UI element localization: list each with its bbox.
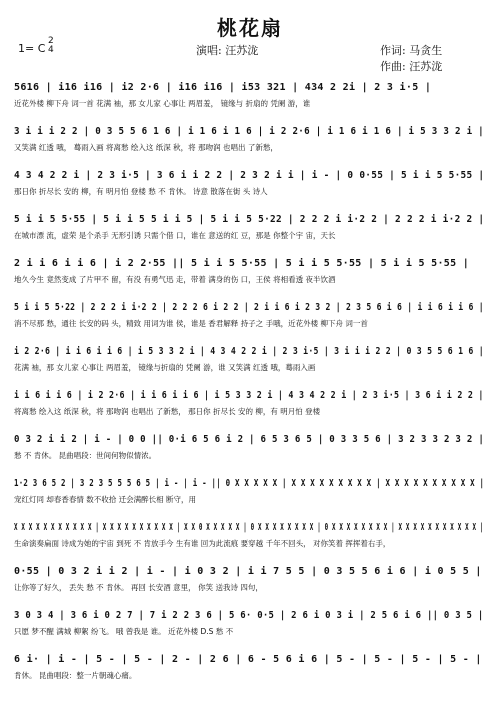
notation-line: i 2 2·6 | i i 6 i i 6 | i 5 3 3 2 i | 4 3 4 2 2 i | 2 3 i·5 | 3 i i i 2 2 | 0 3 5 5 6 1 6 | bbox=[14, 346, 484, 357]
meter-top: 2 bbox=[48, 36, 54, 46]
lyric-line: 肯休。 昆曲唱段：整一片朝魂心痛。 bbox=[14, 671, 137, 680]
lyricist-credit: 作词: 马贪生 bbox=[380, 44, 443, 57]
score-system bbox=[14, 170, 484, 196]
score-system bbox=[14, 82, 484, 108]
lyric-line: 宠红灯同 却春香春情 数不收拾 迁会满醉长相 断守，用 bbox=[14, 495, 197, 504]
lyric-line: 消不尽那 愁，通往 长安的码 头，精致 用词为谁 侯，谁是 香君解释 持子之 手哦，近花外楼 柳下舟 词一首 bbox=[14, 319, 368, 328]
score-system bbox=[14, 654, 484, 680]
notation-line: 0·55 | 0 3 2 i i 2 | i - | i 0 3 2 | i i 7 5 5 | 0 3 5 5 6 i 6 | i 0 5 5 | bbox=[14, 566, 482, 577]
lyric-line: 生命演奏扁面 诗成为她的宇宙 到死 不 肯放手今 生有谁 回为此流痕 要穿越 千年不回头， 对你笑着 挥挥着右手， bbox=[14, 539, 391, 548]
notation-line: 3 i i i 2 2 | 0 3 5 5 6 1 6 | i 1 6 i 1 6 | i 2 2·6 | i 1 6 i 1 6 | i 5 3 3 2 i | bbox=[14, 126, 484, 137]
notation-line: 2 i i 6 i i 6 | i 2 2·55 || 5 i i 5 5·55 | 5 i i 5 5·55 | 5 i i 5 5·55 | bbox=[14, 258, 470, 269]
lyric-line: 让你等了好久， 丢失 愁 不 肯休。 再回 长安酒 意里， 你笑 送我诗 四句， bbox=[14, 583, 263, 592]
lyric-line: 将离愁 绘入这 纸深 秋，将 那吻润 也唱出 了新愁， 那日你 折尽长 安的 柳，有 明月怕 登楼 bbox=[14, 407, 321, 416]
lyric-line: 又笑满 红透 哦， 蓦雨入画 将离愁 绘入这 纸深 秋，将 那吻润 也唱出 了新愁， bbox=[14, 143, 278, 152]
composer-credit: 作曲: 汪苏泷 bbox=[380, 60, 443, 73]
notation-line: 5 i i 5 5·55 | 5 i i 5 5 i i 5 | 5 i i 5 5·22 | 2 2 2 i i·2 2 | 2 2 2 i i·2 2 | bbox=[14, 214, 485, 225]
meter-bottom: 4 bbox=[48, 45, 54, 55]
score-system bbox=[14, 214, 484, 240]
lyric-line: 花满 袖，那 女儿家 心事让 两眉羞， 镜缘与折扇的 凭阑 游，谁 又笑满 红透 哦，蓦雨入画 bbox=[14, 363, 316, 372]
score-system bbox=[14, 434, 484, 460]
notation-line: 5 i i 5 5·22 | 2 2 2 i i·2 2 | 2 2 2 6 i 2 2 | 2 i i 6 i 2 3 2 | 2 3 5 6 i 6 | i i 6 i i 6 | bbox=[14, 302, 484, 313]
score-system bbox=[14, 390, 484, 416]
singer-credit: 演唱: 汪苏泷 bbox=[196, 44, 259, 57]
lyric-line: 地久今生 竟然变成 了片甲不 留，有没 有勇气迅 走，带着 满身的伤 口，王侯 将相看透 夜半饮酒 bbox=[14, 275, 336, 284]
score-system bbox=[14, 302, 484, 328]
time-signature bbox=[48, 37, 54, 55]
lyric-line: 那日你 折尽长 安的 柳，有 明月怕 登楼 愁 不 肯休。 诗意 散落在街 头 诗人 bbox=[14, 187, 268, 196]
score-system bbox=[14, 522, 484, 548]
notation-line: 3 0 3 4 | 3 6 i 0 2 7 | 7 i 2 2 3 6 | 5 6· 0·5 | 2 6 i 0 3 i | 2 5 6 i 6 || 0 3 5 | bbox=[14, 610, 484, 621]
lyric-line: 愁 不 肯休。 昆曲唱段：世间何物似情浓。 bbox=[14, 451, 157, 460]
score-system bbox=[14, 258, 484, 284]
notation-line: i i 6 i i 6 | i 2 2·6 | i i 6 i i 6 | i 5 3 3 2 i | 4 3 4 2 2 i | 2 3 i·5 | 3 6 i i 2 2 | bbox=[14, 390, 484, 401]
notation-line: 5616 | i16 i16 | i2 2·6 | i16 i16 | i53 321 | 434 2 2i | 2 3 i·5 | bbox=[14, 82, 432, 93]
notation-line: 1·2 3 6 5 2 | 3 2 3 5 5 5 6 5 | i - | i - || 0 X X X X X | X X X X X X X X X | X X X X X X X X X X | bbox=[14, 478, 485, 489]
score-system bbox=[14, 346, 484, 372]
score-system bbox=[14, 478, 484, 504]
score-system bbox=[14, 610, 484, 636]
score-system bbox=[14, 126, 484, 152]
key-signature: 1= C bbox=[18, 42, 46, 55]
lyric-line: 在城市漂 流，虚荣 是个杀手 无形引诱 只需个借 口，谁在 意送的红 豆，那是 你整个宇 宙，天长 bbox=[14, 231, 336, 240]
lyric-line: 只愿 梦不醒 满城 柳絮 纷飞。 哦 曾我是 谁。 近花外楼 D.S 愁 不 bbox=[14, 627, 234, 636]
song-title: 桃花扇 bbox=[217, 16, 283, 40]
score-system bbox=[14, 566, 484, 592]
notation-line: 6 i· | i - | 5 - | 5 - | 2 - | 2 6 | 6 - 5 6 i 6 | 5 - | 5 - | 5 - | 5 - | bbox=[14, 654, 482, 665]
notation-line: 4 3 4 2 2 i | 2 3 i·5 | 3 6 i i 2 2 | 2 3 2 i i | i - | 0 0·55 | 5 i i 5 5·55 | bbox=[14, 170, 485, 181]
lyric-line: 近花外楼 柳下舟 词一首 花满 袖，那 女儿家 心事让 两眉羞， 镜缘与 折扇的 凭阑 游，谁 bbox=[14, 99, 311, 108]
notation-line: 0 3 2 i i 2 | i - | 0 0 || 0·i 6 5 6 i 2 | 6 5 3 6 5 | 0 3 3 5 6 | 3 2 3 3 2 3 2 | bbox=[14, 434, 485, 445]
notation-line: X X X X X X X X X X X | X X X X X X X X X X | X X 0 X X X X X | 0 X X X X X X X X | 0 X X X X X X X X | X X X X X X X X X X X | bbox=[14, 522, 484, 533]
